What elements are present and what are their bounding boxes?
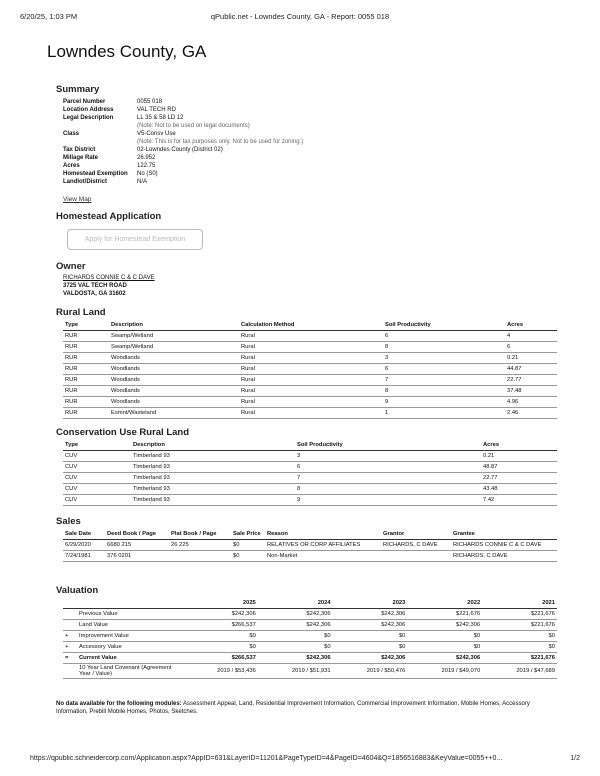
summary-key: Millage Rate (63, 155, 99, 161)
rural-cell: Woodlands (109, 353, 239, 364)
rural-cell: 44.87 (505, 364, 557, 375)
rural-cell: RUR (63, 364, 109, 375)
conservation-cell: 0.21 (481, 451, 557, 462)
conservation-cell: 7 (295, 473, 481, 484)
summary-row (63, 170, 357, 178)
valuation-label: Accessory Value (77, 642, 183, 653)
summary-list (63, 98, 357, 186)
print-url: https://qpublic.schneidercorp.com/Application.aspx?AppID=631&LayerID=11201&PageTypeID=4&PageID=4604&Q=1856516883&KeyValue=0055++0... (30, 755, 503, 762)
valuation-blank-header (77, 598, 183, 609)
summary-row (63, 178, 357, 186)
rural-header-row (63, 320, 557, 331)
valuation-year-header: 2021 (482, 598, 557, 609)
table-row (63, 342, 557, 353)
summary-value: 0055 018 (137, 99, 163, 105)
summary-row (63, 154, 357, 162)
valuation-year-header: 2024 (258, 598, 333, 609)
valuation-value: $242,306 (407, 620, 482, 631)
valuation-value: $221,676 (482, 653, 557, 664)
valuation-row (63, 664, 557, 679)
valuation-row (63, 620, 557, 631)
valuation-value: $0 (258, 631, 333, 642)
table-row (63, 364, 557, 375)
print-page-title: qPublic.net - Lowndes County, GA - Report: 0055 018 (210, 12, 390, 21)
no-data-modules: Assessment Appeal, Land, Residential Improvement Information, Commercial Improvement Information, Mobile Homes, Accessory Information, Prebill Mobile Homes, Photos, Sketches. (56, 701, 530, 715)
conservation-cell: Timberland 93 (131, 462, 295, 473)
rural-cell: RUR (63, 397, 109, 408)
view-map-link[interactable]: View Map (63, 196, 92, 203)
owner-heading: Owner (56, 261, 86, 272)
rural-cell: Rural (239, 342, 383, 353)
summary-key: Landlot/District (63, 179, 108, 185)
valuation-value: $242,306 (258, 620, 333, 631)
valuation-value: $0 (333, 631, 408, 642)
owner-address-line1: 3725 VAL TECH ROAD (63, 283, 127, 289)
print-datetime: 6/20/25, 1:03 PM (20, 12, 78, 21)
conservation-cell: 22.77 (481, 473, 557, 484)
sales-column-header: Sale Date (63, 529, 105, 540)
print-page-number: 1/2 (570, 755, 580, 762)
summary-value: N/A (137, 179, 148, 185)
table-row (63, 551, 557, 562)
table-row (63, 397, 557, 408)
summary-value: 26.952 (137, 155, 156, 161)
conservation-cell: CUV (63, 495, 131, 506)
summary-row (63, 98, 357, 106)
rural-column-header: Calculation Method (239, 320, 383, 331)
valuation-operator: = (63, 653, 77, 664)
valuation-operator: + (63, 631, 77, 642)
sales-cell: $0 (231, 540, 265, 551)
table-row (63, 540, 557, 551)
valuation-value: $242,306 (333, 609, 408, 620)
valuation-value: $0 (482, 642, 557, 653)
no-data-label: No data available for the following modules: (56, 701, 182, 707)
summary-value: LL 35 & 58 LD 12 (137, 115, 184, 121)
rural-cell: Rural (239, 397, 383, 408)
conservation-column-header: Description (131, 440, 295, 451)
sales-cell: Non-Market (265, 551, 381, 562)
homestead-heading: Homestead Application (56, 211, 162, 222)
summary-value: V5-Consv Use (137, 131, 176, 137)
rural-land-table (63, 320, 557, 419)
valuation-year-header: 2025 (183, 598, 258, 609)
rural-column-header: Acres (505, 320, 557, 331)
summary-row (63, 122, 357, 130)
conservation-cell: CUV (63, 473, 131, 484)
valuation-value: $0 (258, 642, 333, 653)
valuation-label: Previous Value (77, 609, 183, 620)
summary-key: Homestead Exemption (63, 171, 128, 177)
valuation-table (63, 598, 557, 679)
rural-cell: 37.48 (505, 386, 557, 397)
table-row (63, 495, 557, 506)
valuation-row (63, 631, 557, 642)
rural-cell: Rural (239, 331, 383, 342)
owner-name-link[interactable]: RICHARDS CONNIE C & C DAVE (63, 275, 155, 281)
rural-cell: Swamp/Wetland (109, 342, 239, 353)
rural-cell: Rural (239, 353, 383, 364)
summary-key: Location Address (63, 107, 114, 113)
rural-cell: 9 (383, 397, 505, 408)
valuation-value: $242,306 (258, 653, 333, 664)
conservation-cell: CUV (63, 484, 131, 495)
table-row (63, 451, 557, 462)
rural-cell: 0.21 (505, 353, 557, 364)
table-row (63, 353, 557, 364)
table-row (63, 386, 557, 397)
rural-column-header: Soil Productivity (383, 320, 505, 331)
rural-cell: Rural (239, 408, 383, 419)
valuation-year-header: 2023 (333, 598, 408, 609)
sales-cell: 376 0201 (105, 551, 169, 562)
conservation-cell: Timberland 93 (131, 484, 295, 495)
conservation-cell: Timberland 93 (131, 473, 295, 484)
summary-row (63, 114, 357, 122)
valuation-value: $221,676 (482, 620, 557, 631)
rural-cell: 6 (505, 342, 557, 353)
rural-land-heading: Rural Land (56, 307, 106, 318)
valuation-label: Land Value (77, 620, 183, 631)
summary-key: Class (63, 131, 80, 137)
valuation-value: 2019 / $50,476 (333, 664, 408, 679)
summary-value: No (S0) (137, 171, 158, 177)
valuation-value: $0 (333, 642, 408, 653)
summary-key (63, 122, 137, 130)
summary-key: Parcel Number (63, 99, 106, 105)
table-row (63, 408, 557, 419)
valuation-value: $242,306 (258, 609, 333, 620)
county-title: Lowndes County, GA (47, 42, 207, 61)
rural-cell: 2.46 (505, 408, 557, 419)
rural-cell: Woodlands (109, 364, 239, 375)
rural-cell: Woodlands (109, 375, 239, 386)
valuation-row (63, 609, 557, 620)
rural-cell: Rural (239, 375, 383, 386)
valuation-value: $0 (183, 642, 258, 653)
conservation-header-row (63, 440, 557, 451)
sales-header-row (63, 529, 557, 540)
valuation-value: $0 (407, 642, 482, 653)
valuation-label: Current Value (77, 653, 183, 664)
summary-key (63, 138, 137, 146)
conservation-column-header: Type (63, 440, 131, 451)
summary-value: 02-Lowndes County (District 02) (137, 147, 223, 153)
summary-value: VAL TECH RD (137, 107, 176, 113)
rural-cell: RUR (63, 375, 109, 386)
valuation-value: 2019 / $53,436 (183, 664, 258, 679)
sales-cell: RICHARDS, C DAVE (381, 540, 451, 551)
sales-column-header: Deed Book / Page (105, 529, 169, 540)
sales-table (63, 529, 557, 562)
summary-row (63, 146, 357, 154)
sales-cell: 6680 215 (105, 540, 169, 551)
summary-row (63, 138, 357, 146)
rural-cell: Esmnt/Wasteland (109, 408, 239, 419)
rural-cell: RUR (63, 353, 109, 364)
conservation-column-header: Acres (481, 440, 557, 451)
valuation-year-header: 2022 (407, 598, 482, 609)
summary-key: Legal Description (63, 115, 114, 121)
valuation-value: $0 (407, 631, 482, 642)
valuation-label: 10 Year Land Covenant (Agreement Year / Value) (77, 664, 183, 679)
valuation-operator (63, 620, 77, 631)
summary-value: 122.75 (137, 163, 156, 169)
sales-column-header: Reason (265, 529, 381, 540)
valuation-label: Improvement Value (77, 631, 183, 642)
sales-cell: 6/29/2020 (63, 540, 105, 551)
conservation-cell: 6 (295, 462, 481, 473)
rural-cell: 7 (383, 375, 505, 386)
rural-cell: 22.77 (505, 375, 557, 386)
valuation-operator: + (63, 642, 77, 653)
table-row (63, 375, 557, 386)
summary-key: Acres (63, 163, 80, 169)
valuation-heading: Valuation (56, 585, 99, 596)
conservation-cell: Timberland 93 (131, 495, 295, 506)
conservation-cell: CUV (63, 462, 131, 473)
conservation-cell: CUV (63, 451, 131, 462)
rural-column-header: Description (109, 320, 239, 331)
summary-note: (Note: Not to be used on legal documents) (137, 123, 250, 129)
rural-cell: 8 (383, 342, 505, 353)
conservation-cell: Timberland 93 (131, 451, 295, 462)
rural-cell: 3 (383, 353, 505, 364)
table-row (63, 331, 557, 342)
valuation-value: 2019 / $51,931 (258, 664, 333, 679)
sales-column-header: Sale Price (231, 529, 265, 540)
conservation-cell: 48.87 (481, 462, 557, 473)
table-row (63, 462, 557, 473)
summary-row (63, 130, 357, 138)
owner-block (63, 274, 155, 298)
no-data-note (56, 700, 556, 716)
owner-address-line2: VALDOSTA, GA 31602 (63, 291, 126, 297)
rural-cell: Rural (239, 364, 383, 375)
rural-cell: 1 (383, 408, 505, 419)
sales-cell (381, 551, 451, 562)
valuation-value: $221,676 (407, 609, 482, 620)
rural-cell: RUR (63, 331, 109, 342)
apply-homestead-button[interactable]: Apply for Homestead Exemption (67, 229, 203, 250)
rural-cell: Swamp/Wetland (109, 331, 239, 342)
conservation-column-header: Soil Productivity (295, 440, 481, 451)
valuation-row (63, 642, 557, 653)
sales-cell: 7/24/1981 (63, 551, 105, 562)
sales-column-header: Grantee (451, 529, 557, 540)
rural-column-header: Type (63, 320, 109, 331)
rural-cell: RUR (63, 386, 109, 397)
rural-cell: RUR (63, 408, 109, 419)
summary-note: (Note: This is for tax purposes only. Not to be used for zoning.) (137, 139, 304, 145)
valuation-value: 2019 / $47,689 (482, 664, 557, 679)
rural-cell: 6 (383, 331, 505, 342)
table-row (63, 473, 557, 484)
sales-cell: RICHARDS CONNIE C & C DAVE (451, 540, 557, 551)
valuation-value: $266,537 (183, 620, 258, 631)
conservation-cell: 9 (295, 495, 481, 506)
valuation-value: $0 (183, 631, 258, 642)
valuation-value: $0 (482, 631, 557, 642)
valuation-operator (63, 664, 77, 679)
summary-heading: Summary (56, 84, 100, 95)
table-row (63, 484, 557, 495)
rural-cell: 4 (505, 331, 557, 342)
conservation-heading: Conservation Use Rural Land (56, 427, 190, 438)
summary-key: Tax District (63, 147, 96, 153)
sales-cell: RELATIVES OR CORP AFFILIATES (265, 540, 381, 551)
sales-column-header: Grantor (381, 529, 451, 540)
rural-cell: 8 (383, 386, 505, 397)
conservation-cell: 43.48 (481, 484, 557, 495)
rural-cell: Woodlands (109, 386, 239, 397)
valuation-value: $242,306 (333, 620, 408, 631)
valuation-blank-header (63, 598, 77, 609)
conservation-table (63, 440, 557, 506)
valuation-header-row (63, 598, 557, 609)
conservation-cell: 3 (295, 451, 481, 462)
summary-row (63, 106, 357, 114)
valuation-operator (63, 609, 77, 620)
rural-cell: 6 (383, 364, 505, 375)
sales-cell: 26 225 (169, 540, 231, 551)
valuation-value: $221,676 (482, 609, 557, 620)
rural-cell: Rural (239, 386, 383, 397)
rural-cell: Woodlands (109, 397, 239, 408)
valuation-value: 2019 / $49,070 (407, 664, 482, 679)
sales-column-header: Plat Book / Page (169, 529, 231, 540)
rural-cell: RUR (63, 342, 109, 353)
valuation-value: $266,537 (183, 653, 258, 664)
valuation-value: $242,306 (333, 653, 408, 664)
summary-row (63, 162, 357, 170)
rural-cell: 4.96 (505, 397, 557, 408)
conservation-cell: 8 (295, 484, 481, 495)
sales-cell (169, 551, 231, 562)
valuation-row (63, 653, 557, 664)
valuation-value: $242,306 (183, 609, 258, 620)
valuation-value: $242,306 (407, 653, 482, 664)
sales-heading: Sales (56, 516, 81, 527)
conservation-cell: 7.42 (481, 495, 557, 506)
sales-cell: $0 (231, 551, 265, 562)
sales-cell: RICHARDS, C DAVE (451, 551, 557, 562)
